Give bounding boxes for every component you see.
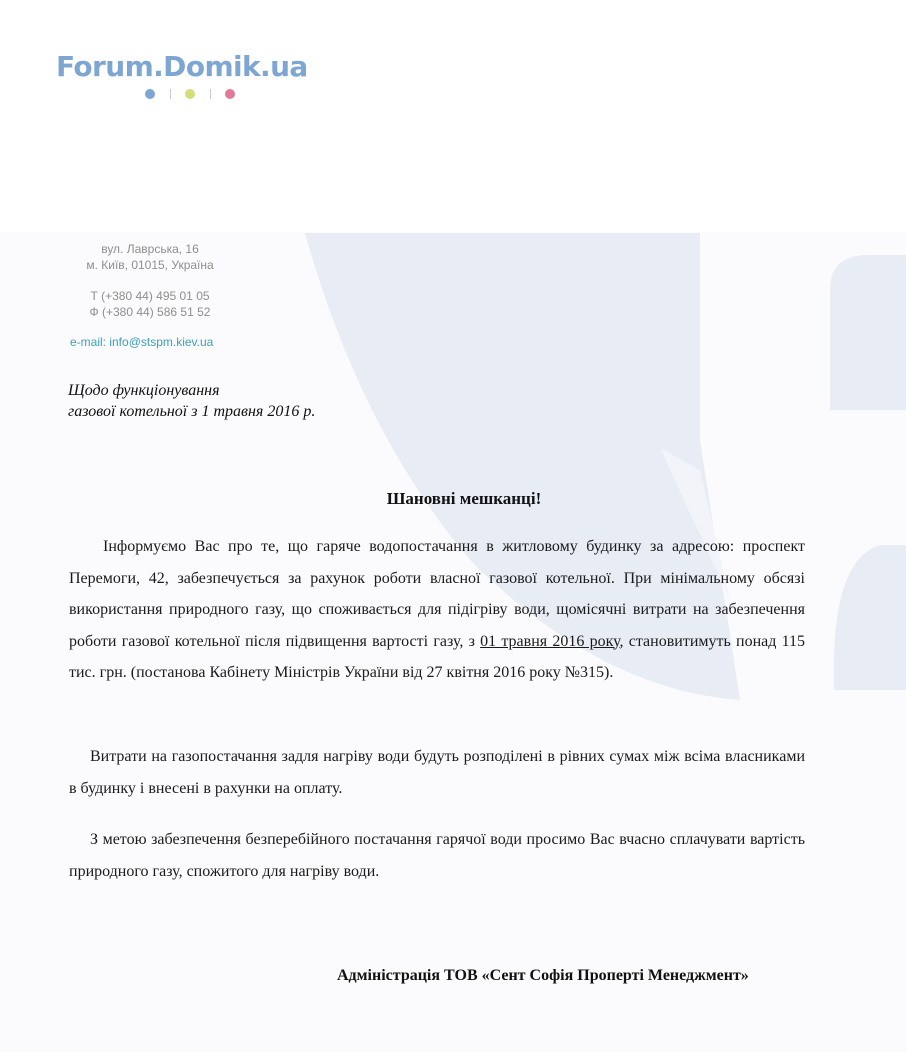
address-line: вул. Лаврська, 16: [101, 242, 199, 256]
fax-number: Ф (+380 44) 586 51 52: [89, 304, 211, 319]
sender-email: e-mail: info@stspm.kiev.ua: [70, 335, 214, 349]
subject-line: Щодо функціонування: [68, 382, 220, 399]
logo-dot-green: [185, 89, 195, 99]
logo-divider: [170, 89, 171, 99]
logo-dot-blue: [145, 89, 155, 99]
body-paragraph-1: [69, 531, 805, 689]
paragraph-text: Інформуємо Вас про те, що гаряче водопостачання в житловому будинку за адресою: проспект Перемоги, 42, забезпечується за рахунок роботи власної газової котельної. При мінімальному обсязі використання природного газу, що споживається для підігріву води, щомісячні витрати на забезпечення роботи газової котельної після підвищення вартості газу, з: [69, 538, 806, 650]
body-paragraph-3: [69, 824, 805, 887]
logo-divider: [210, 89, 211, 99]
watermark-shape-right-top: [830, 255, 906, 410]
paragraph-text: З метою забезпечення безперебійного постачання гарячої води просимо Вас вчасно сплачувати вартість природного газу, спожитого для нагріву води.: [69, 831, 805, 880]
subject-line: газової котельної з 1 травня 2016 р.: [68, 403, 316, 420]
watermark-shape-right-bottom: [834, 545, 906, 690]
sender-address: [66, 242, 234, 273]
address-line: м. Київ, 01015, Україна: [86, 257, 214, 272]
paragraph-indent: [69, 538, 103, 555]
body-paragraph-2: [69, 741, 805, 804]
letter-subject: [68, 380, 315, 422]
phone-number: Т (+380 44) 495 01 05: [90, 289, 210, 303]
forum-domik-logo: [56, 50, 308, 83]
underlined-date: 01 травня 2016 року: [480, 632, 620, 650]
paragraph-text: Витрати на газопостачання задля нагріву води будуть розподілені в рівних сумах між всіма власниками в будинку і внесені в рахунки на оплату.: [69, 748, 805, 797]
logo-dots: [143, 87, 243, 101]
paragraph-text: , становитимуть понад 115 тис. грн. (постанова Кабінету Міністрів України від 27 квітня 2016 року №315).: [69, 632, 806, 681]
letter-greeting: Шановні мешканці!: [386, 489, 542, 508]
letter-signature: Адміністрація ТОВ «Сент Софія Проперті Менеджмент»: [337, 967, 749, 984]
sender-phones: [66, 289, 234, 320]
logo-text: Forum.Domik.ua: [56, 50, 308, 83]
logo-dot-pink: [225, 89, 235, 99]
